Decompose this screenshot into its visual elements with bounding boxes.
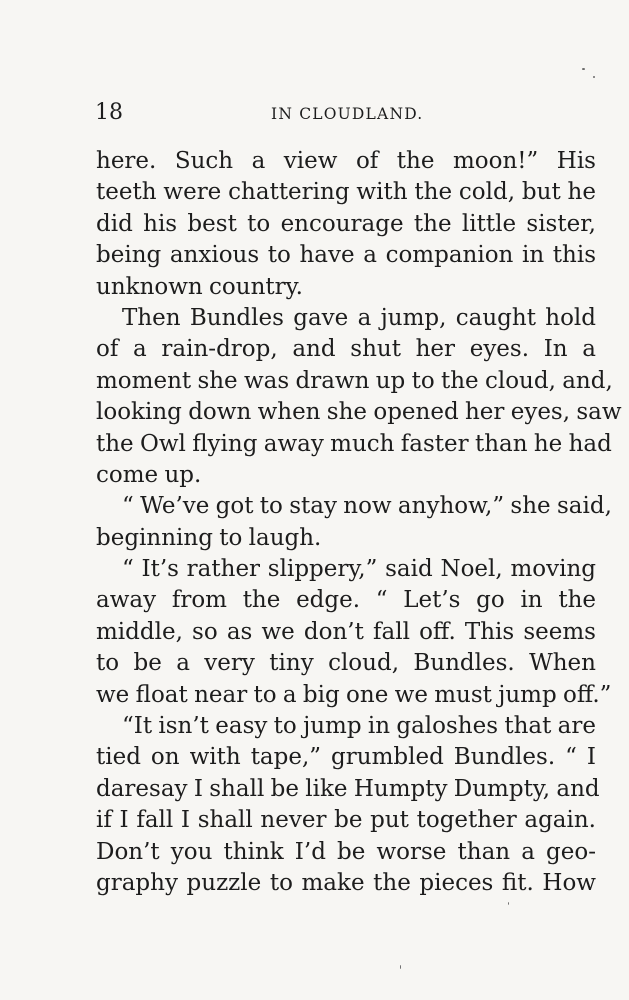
running-title: IN CLOUDLAND. bbox=[271, 105, 424, 123]
text-line: graphy puzzle to make the pieces fit. How bbox=[96, 869, 596, 896]
text-line: to be a very tiny cloud, Bundles. When bbox=[96, 650, 596, 677]
paper-speck bbox=[593, 76, 595, 78]
text-line: “ It’s rather slippery,” said Noel, moving bbox=[122, 556, 596, 583]
text-line: did his best to encourage the little sister, bbox=[96, 210, 596, 237]
text-line: Don’t you think I’d be worse than a geo- bbox=[96, 838, 596, 865]
text-line: away from the edge. “ Let’s go in the bbox=[96, 587, 596, 614]
text-line: tied on with tape,” grumbled Bundles. “ I bbox=[96, 744, 596, 771]
text-line: unknown country. bbox=[96, 273, 303, 300]
text-line: if I fall I shall never be put together again. bbox=[96, 807, 596, 834]
text-line: “ We’ve got to stay now anyhow,” she said, bbox=[122, 493, 612, 520]
paper-speck bbox=[400, 965, 401, 969]
text-line: being anxious to have a companion in this bbox=[96, 242, 596, 269]
text-line: here. Such a view of the moon!” His bbox=[96, 148, 596, 174]
text-line: come up. bbox=[96, 461, 202, 488]
text-line: teeth were chattering with the cold, but he bbox=[96, 179, 596, 206]
running-head bbox=[95, 100, 595, 132]
text-line: we float near to a big one we must jump off.” bbox=[96, 681, 612, 708]
text-line: daresay I shall be like Humpty Dumpty, and bbox=[96, 775, 600, 802]
body-text bbox=[96, 146, 622, 899]
page-number: 18 bbox=[95, 100, 123, 125]
text-line: of a rain-drop, and shut her eyes. In a bbox=[96, 336, 596, 363]
paper-speck bbox=[582, 68, 585, 70]
text-line: “It isn’t easy to jump in galoshes that are bbox=[122, 713, 596, 740]
text-line: looking down when she opened her eyes, saw bbox=[96, 399, 622, 426]
text-line: the Owl flying away much faster than he had bbox=[96, 430, 612, 457]
text-line: beginning to laugh. bbox=[96, 524, 322, 551]
paper-speck bbox=[508, 902, 509, 905]
text-line: Then Bundles gave a jump, caught hold bbox=[122, 304, 596, 331]
text-line: middle, so as we don’t fall off. This seems bbox=[96, 618, 596, 645]
text-line: moment she was drawn up to the cloud, and, bbox=[96, 367, 613, 394]
